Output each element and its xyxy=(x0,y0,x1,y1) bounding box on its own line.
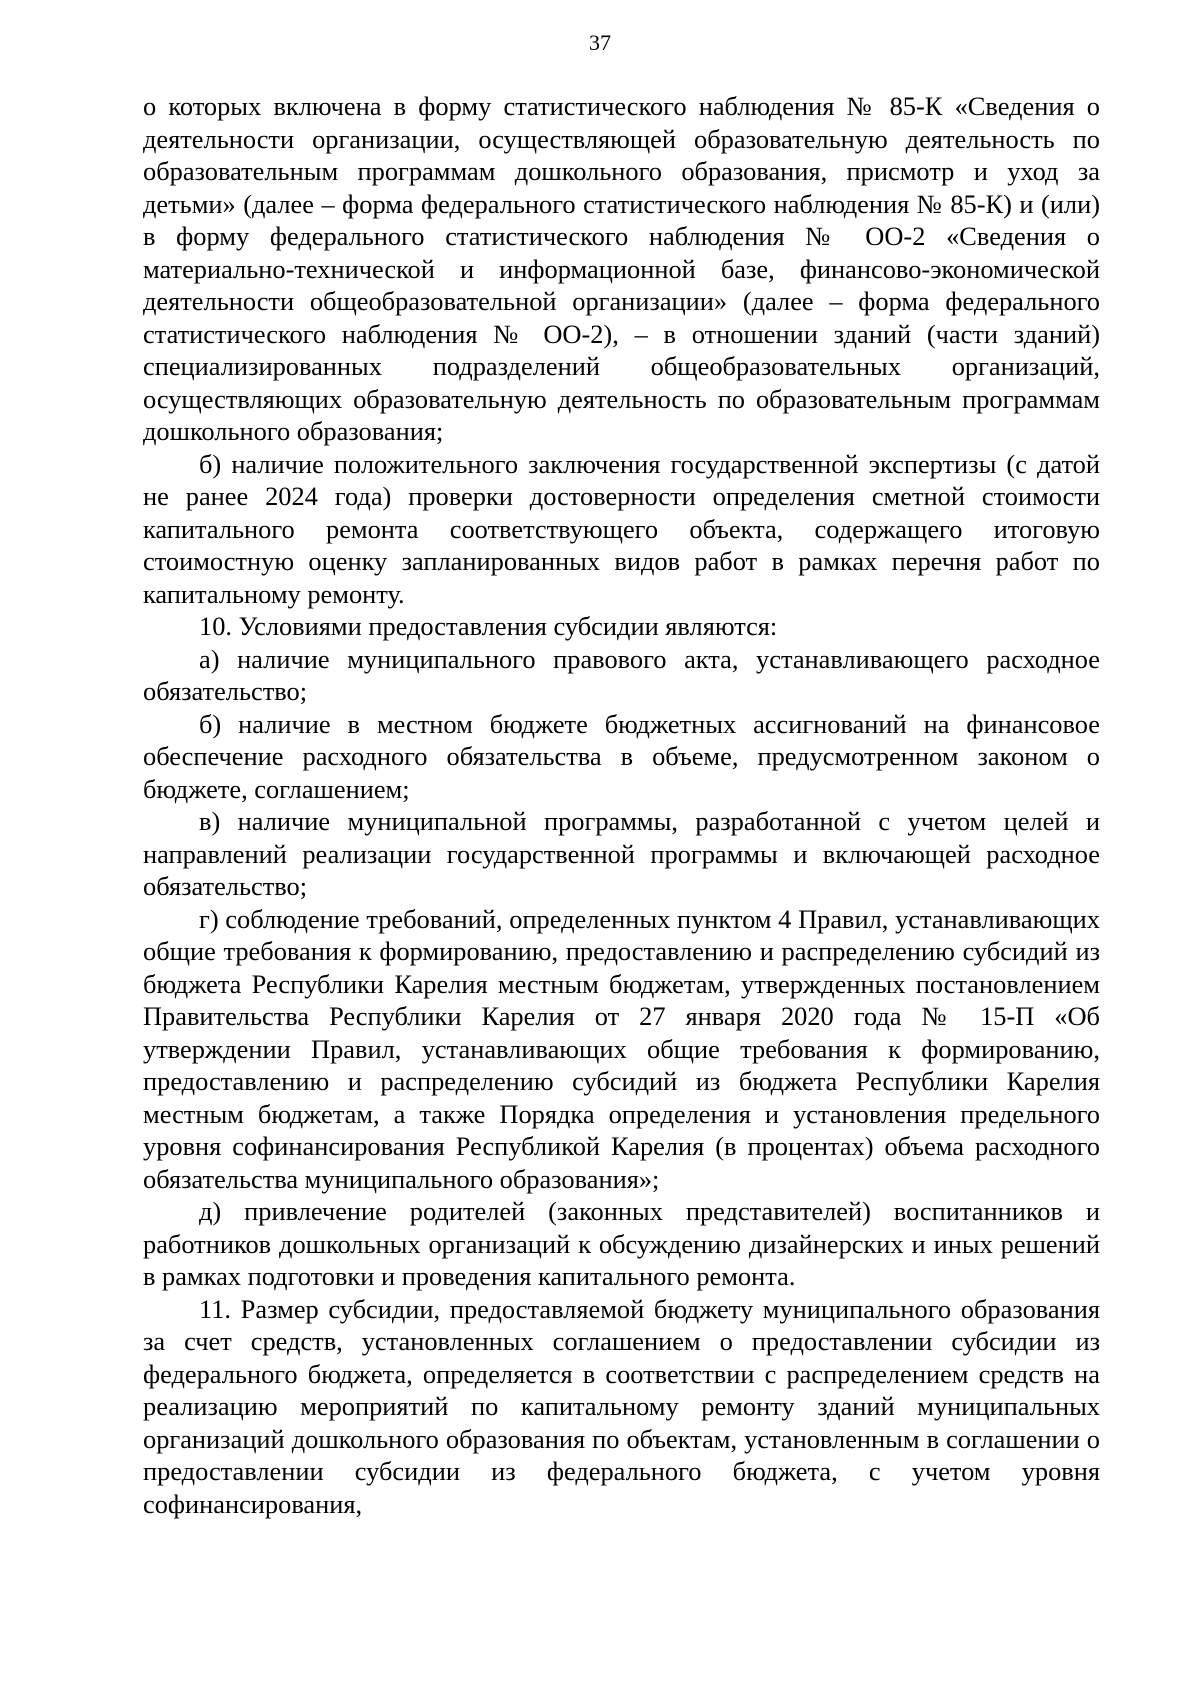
document-body xyxy=(143,90,1100,1520)
paragraph-section-10-heading: 10. Условиями предоставления субсидии являются: xyxy=(199,611,778,641)
page-number: 37 xyxy=(589,30,611,55)
paragraph-item-b-expertise: б) наличие положительного заключения государственной экспертизы (с датой не ранее 2024 года) проверки достоверности определения сметной стоимости капитального ремонта соответствующего объекта, содержащего итоговую стоимостную оценку запланированных видов работ в рамках перечня работ по капитальному ремонту. xyxy=(143,448,1100,609)
paragraph-continuation: о которых включена в форму статистического наблюдения № 85-К «Сведения о деятельности организации, осуществляющей образовательную деятельность по образовательным программам дошкольного образования, присмотр и уход за детьми» (далее – форма федерального статистического наблюдения № 85-К) и (или) в форму федерального статистического наблюдения № ОО-2 «Сведения о материально-технической и информационной базе, финансово-экономической деятельности общеобразовательной организации» (далее – форма федерального статистического наблюдения № ОО-2), – в отношении зданий (части зданий) специализированных подразделений общеобразовательных организаций, осуществляющих образовательную деятельность по образовательным программам дошкольного образования; xyxy=(143,91,1100,446)
paragraph-item-g-requirements: г) соблюдение требований, определенных пунктом 4 Правил, устанавливающих общие требования к формированию, предоставлению и распределению субсидий из бюджета Республики Карелия местным бюджетам, утвержденных постановлением Правительства Республики Карелия от 27 января 2020 года № 15-П «Об утверждении Правил, устанавливающих общие требования к формированию, предоставлению и распределению субсидий из бюджета Республики Карелия местным бюджетам, а также Порядка определения и установления предельного уровня софинансирования Республикой Карелия (в процентах) объема расходного обязательства муниципального образования»; xyxy=(143,903,1100,1194)
paragraph-item-v-program: в) наличие муниципальной программы, разработанной с учетом целей и направлений реализации государственной программы и включающей расходное обязательство; xyxy=(143,806,1100,901)
paragraph-item-b-budget: б) наличие в местном бюджете бюджетных ассигнований на финансовое обеспечение расходного обязательства в объеме, предусмотренном законом о бюджете, соглашением; xyxy=(143,708,1100,804)
paragraph-item-d-parents: д) привлечение родителей (законных представителей) воспитанников и работников дошкольных организаций к обсуждению дизайнерских и иных решений в рамках подготовки и проведения капитального ремонта. xyxy=(143,1196,1100,1291)
paragraph-item-a-legal-act: а) наличие муниципального правового акта, устанавливающего расходное обязательство; xyxy=(143,643,1100,706)
paragraph-section-11: 11. Размер субсидии, предоставляемой бюджету муниципального образования за счет средств, установленных соглашением о предоставлении субсидии из федерального бюджета, определяется в соответствии с распределением средств на реализацию мероприятий по капитальному ремонту зданий муниципальных организаций дошкольного образования по объектам, установленным в соглашении о предоставлении субсидии из федерального бюджета, с учетом уровня софинансирования, xyxy=(143,1293,1100,1519)
